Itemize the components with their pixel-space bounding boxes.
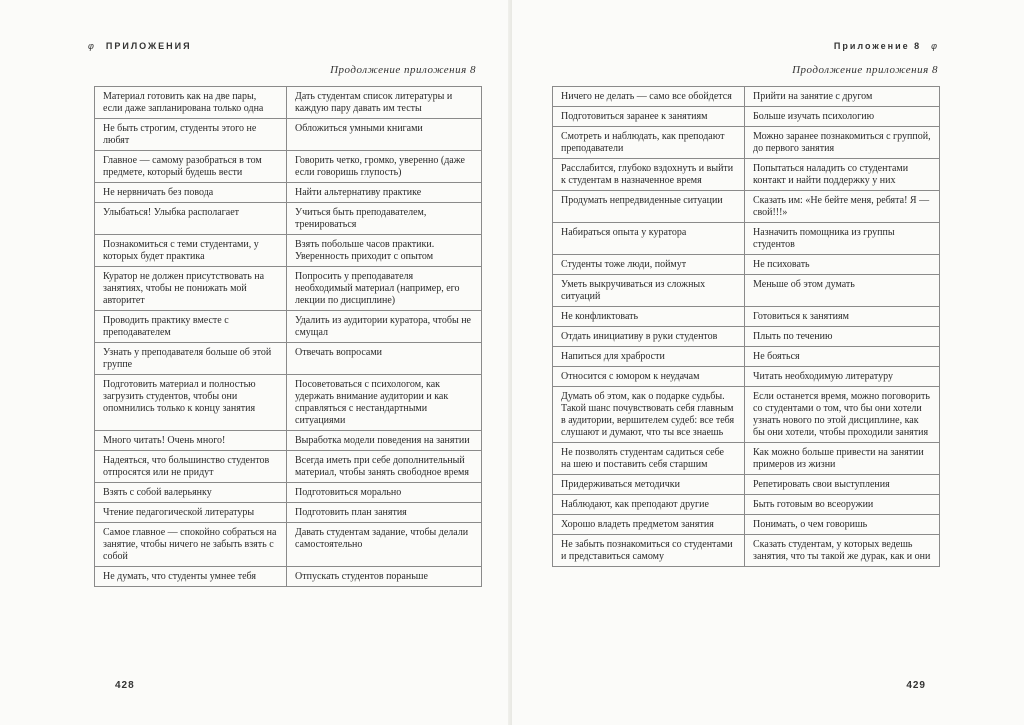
table-cell-left: Не быть строгим, студенты этого не любят (95, 119, 287, 151)
table-row (95, 343, 482, 375)
table-row (95, 483, 482, 503)
table-row (95, 311, 482, 343)
table-cell-right: Взять побольше часов практики. Уверенность приходит с опытом (287, 235, 482, 267)
table-row (553, 327, 940, 347)
table-cell-right: Как можно больше привести на занятии примеров из жизни (745, 443, 940, 475)
table-cell-right: Отпускать студентов пораньше (287, 567, 482, 587)
table-cell-left: Смотреть и наблюдать, как преподают преподаватели (553, 127, 745, 159)
table-cell-right: Подготовить план занятия (287, 503, 482, 523)
table-cell-left: Познакомиться с теми студентами, у которых будет практика (95, 235, 287, 267)
table-cell-right: Говорить четко, громко, уверенно (даже если говоришь глупость) (287, 151, 482, 183)
table-row (95, 523, 482, 567)
table-cell-right: Можно заранее познакомиться с группой, до первого занятия (745, 127, 940, 159)
table-cell-right: Давать студентам задание, чтобы делали самостоятельно (287, 523, 482, 567)
table-cell-right: Сказать им: «Не бейте меня, ребята! Я — свой!!!» (745, 191, 940, 223)
table-cell-right: Отвечать вопросами (287, 343, 482, 375)
table-cell-left: Расслабится, глубоко вздохнуть и выйти к студентам в назначенное время (553, 159, 745, 191)
table-row (553, 307, 940, 327)
table-row (553, 367, 940, 387)
table-row (95, 203, 482, 235)
table-row (553, 275, 940, 307)
table-row (95, 375, 482, 431)
table-body (95, 87, 482, 587)
table-cell-left: Уметь выкручиваться из сложных ситуаций (553, 275, 745, 307)
table-cell-right: Меньше об этом думать (745, 275, 940, 307)
table-row (95, 235, 482, 267)
table-cell-left: Куратор не должен присутствовать на занятиях, чтобы не понижать мой авторитет (95, 267, 287, 311)
table-row (553, 347, 940, 367)
table-cell-right: Обложиться умными книгами (287, 119, 482, 151)
table-row (553, 107, 940, 127)
table-row (553, 191, 940, 223)
table-row (95, 183, 482, 203)
table-cell-left: Подготовить материал и полностью загрузить студентов, чтобы они опомнились только к концу занятия (95, 375, 287, 431)
table-cell-right: Если останется время, можно поговорить со студентами о том, что бы они хотели узнать нового по этой дисциплине, как бы они хотели, чтобы проходили занятия (745, 387, 940, 443)
table-cell-left: Ничего не делать — само все обойдется (553, 87, 745, 107)
table-cell-right: Сказать студентам, у которых ведешь занятия, что ты такой же дурак, как и они (745, 535, 940, 567)
continuation-label: Продолжение приложения 8 (330, 64, 476, 76)
table-row (553, 159, 940, 191)
table-cell-left: Наблюдают, как преподают другие (553, 495, 745, 515)
table-cell-right: Всегда иметь при себе дополнительный материал, чтобы занять свободное время (287, 451, 482, 483)
table-cell-right: Не психовать (745, 255, 940, 275)
table-row (553, 127, 940, 159)
table-cell-right: Дать студентам список литературы и каждую пару давать им тесты (287, 87, 482, 119)
table-cell-left: Не нервничать без повода (95, 183, 287, 203)
table-cell-left: Продумать непредвиденные ситуации (553, 191, 745, 223)
table-cell-left: Проводить практику вместе с преподавателем (95, 311, 287, 343)
table-cell-right: Назначить помощника из группы студентов (745, 223, 940, 255)
table-cell-left: Отдать инициативу в руки студентов (553, 327, 745, 347)
ornament-icon: φ (88, 41, 96, 51)
running-head (88, 41, 192, 51)
table-cell-left: Не забыть познакомиться со студентами и представиться самому (553, 535, 745, 567)
table-cell-left: Подготовиться заранее к занятиям (553, 107, 745, 127)
table-cell-left: Не конфликтовать (553, 307, 745, 327)
table-cell-right: Попросить у преподавателя необходимый материал (например, его лекции по дисциплине) (287, 267, 482, 311)
table-row (553, 535, 940, 567)
table-row (95, 87, 482, 119)
table-cell-right: Не бояться (745, 347, 940, 367)
table-row (553, 515, 940, 535)
table-cell-left: Много читать! Очень много! (95, 431, 287, 451)
table-row (95, 119, 482, 151)
table-cell-right: Подготовиться морально (287, 483, 482, 503)
table-row (95, 503, 482, 523)
table-cell-right: Готовиться к занятиям (745, 307, 940, 327)
table-row (553, 495, 940, 515)
table-row (95, 431, 482, 451)
table-cell-right: Репетировать свои выступления (745, 475, 940, 495)
table-row (95, 267, 482, 311)
table-cell-right: Учиться быть преподавателем, тренироваться (287, 203, 482, 235)
table-cell-left: Материал готовить как на две пары, если даже запланирована только одна (95, 87, 287, 119)
table-row (95, 451, 482, 483)
table-cell-left: Студенты тоже люди, поймут (553, 255, 745, 275)
table-row (95, 567, 482, 587)
table-cell-left: Главное — самому разобраться в том предмете, который будешь вести (95, 151, 287, 183)
table-row (553, 223, 940, 255)
table-cell-right: Удалить из аудитории куратора, чтобы не смущал (287, 311, 482, 343)
table-cell-left: Самое главное — спокойно собраться на занятие, чтобы ничего не забыть взять с собой (95, 523, 287, 567)
table-cell-right: Прийти на занятие с другом (745, 87, 940, 107)
table-cell-left: Хорошо владеть предметом занятия (553, 515, 745, 535)
table-cell-left: Думать об этом, как о подарке судьбы. Такой шанс почувствовать себя главным в аудитории, вершителем судеб: все тебя слушают и думают, что ты все знаешь (553, 387, 745, 443)
table-cell-right: Найти альтернативу практике (287, 183, 482, 203)
table-cell-left: Улыбаться! Улыбка располагает (95, 203, 287, 235)
table-cell-left: Не думать, что студенты умнее тебя (95, 567, 287, 587)
table-cell-left: Взять с собой валерьянку (95, 483, 287, 503)
table-cell-right: Попытаться наладить со студентами контакт и найти поддержку у них (745, 159, 940, 191)
table-cell-right: Больше изучать психологию (745, 107, 940, 127)
continuation-label: Продолжение приложения 8 (792, 64, 938, 76)
table-cell-left: Надеяться, что большинство студентов отпросятся или не придут (95, 451, 287, 483)
table-row (95, 151, 482, 183)
table-row (553, 387, 940, 443)
table-cell-left: Не позволять студентам садиться себе на шею и поставить себя старшим (553, 443, 745, 475)
table-cell-left: Набираться опыта у куратора (553, 223, 745, 255)
ornament-icon: φ (931, 41, 939, 51)
running-head-text: Приложение 8 (833, 41, 922, 51)
table-cell-left: Узнать у преподавателя больше об этой группе (95, 343, 287, 375)
table-row (553, 475, 940, 495)
table-cell-right: Посоветоваться с психологом, как удержать внимание аудитории и как справляться с нестандартными ситуациями (287, 375, 482, 431)
table-cell-left: Чтение педагогической литературы (95, 503, 287, 523)
table-cell-right: Читать необходимую литературу (745, 367, 940, 387)
table-cell-right: Понимать, о чем говоришь (745, 515, 940, 535)
table-cell-left: Относится с юмором к неудачам (553, 367, 745, 387)
right-page (512, 0, 1024, 725)
table (552, 86, 940, 567)
table-body (553, 87, 940, 567)
table-row (553, 443, 940, 475)
running-head (834, 41, 939, 51)
table-cell-left: Придерживаться методички (553, 475, 745, 495)
page-number: 428 (115, 680, 135, 691)
table-cell-left: Напиться для храбрости (553, 347, 745, 367)
table-cell-right: Плыть по течению (745, 327, 940, 347)
table-cell-right: Быть готовым во всеоружии (745, 495, 940, 515)
running-head-text: ПРИЛОЖЕНИЯ (105, 41, 192, 51)
page-number: 429 (906, 680, 926, 691)
table-cell-right: Выработка модели поведения на занятии (287, 431, 482, 451)
table-row (553, 87, 940, 107)
table (94, 86, 482, 587)
table-row (553, 255, 940, 275)
